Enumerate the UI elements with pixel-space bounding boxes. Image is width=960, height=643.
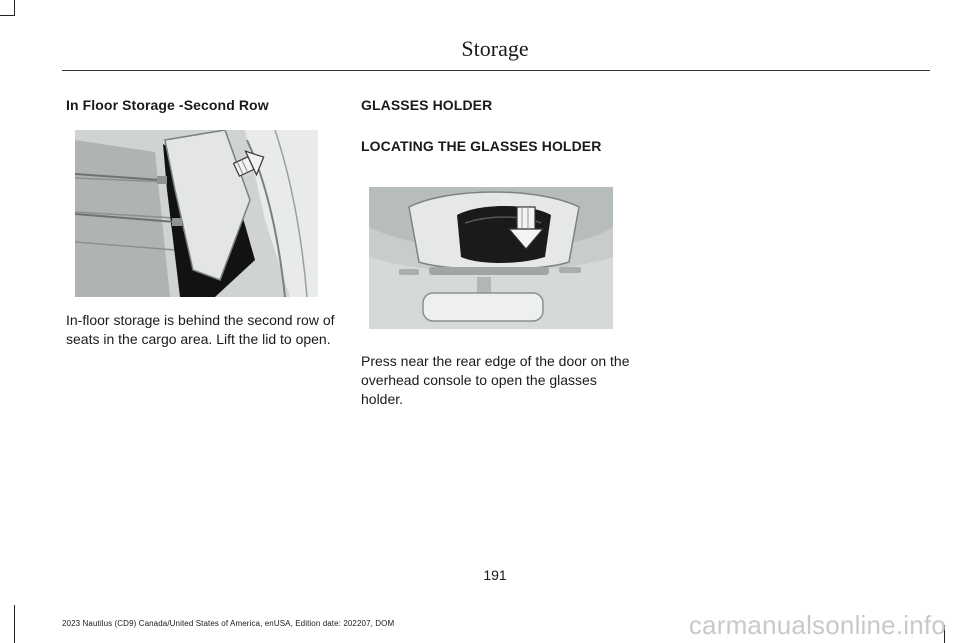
- crop-mark-bottom-left-v: [14, 605, 15, 643]
- watermark: carmanualsonline.info: [688, 610, 946, 640]
- in-floor-storage-heading: In Floor Storage -Second Row: [66, 97, 269, 113]
- glasses-holder-heading: GLASSES HOLDER: [361, 97, 493, 113]
- edition-footer: 2023 Nautilus (CD9) Canada/United States of America, enUSA, Edition date: 202207, DOM: [62, 619, 395, 628]
- in-floor-storage-text: In-floor storage is behind the second row of seats in the cargo area. Lift the lid to open.: [66, 312, 335, 347]
- in-floor-storage-illustration: [75, 130, 318, 297]
- page-title: Storage: [461, 36, 529, 61]
- crop-mark-top-left-h: [0, 15, 14, 16]
- crop-mark-top-left-v: [14, 0, 15, 16]
- page-number: 191: [483, 567, 507, 583]
- glasses-holder-text: Press near the rear edge of the door on the overhead console to open the glasses holder.: [361, 353, 630, 407]
- locating-glasses-holder-heading: LOCATING THE GLASSES HOLDER: [361, 138, 602, 154]
- header-rule: [62, 70, 930, 71]
- glasses-holder-illustration: [369, 187, 613, 329]
